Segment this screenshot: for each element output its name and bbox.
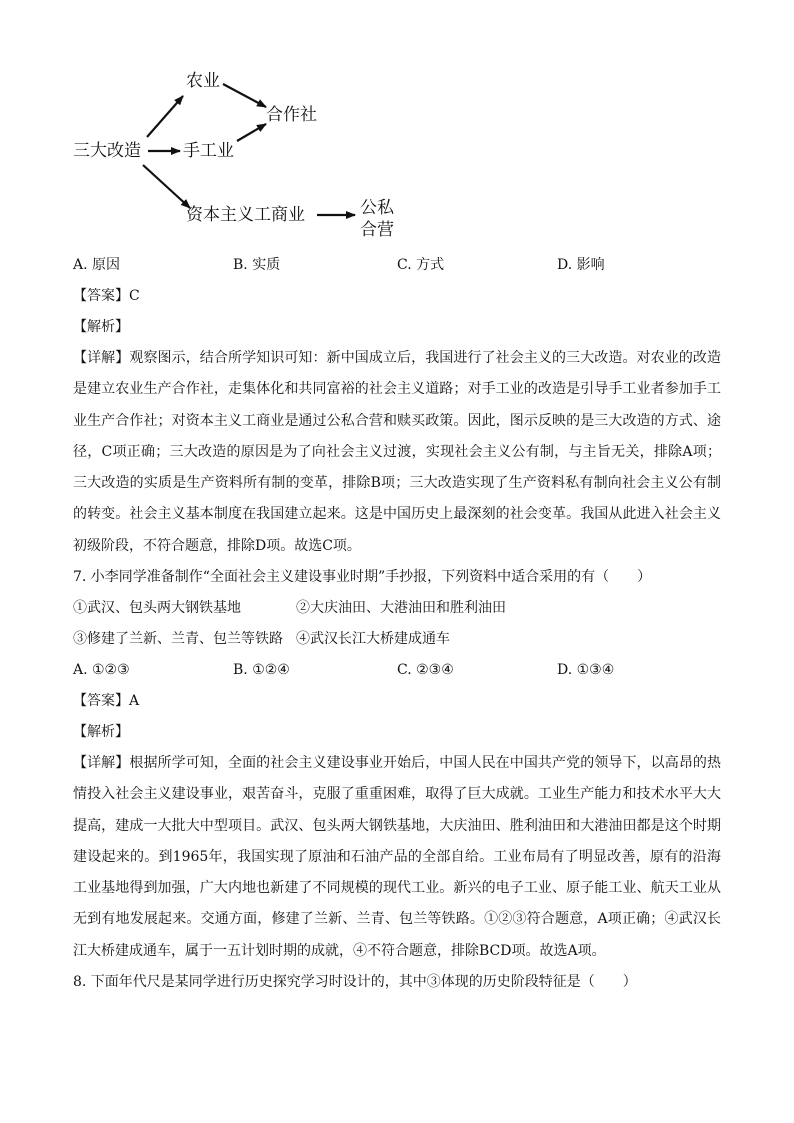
q6-analysis-tag: 【解析】 (73, 319, 129, 335)
q7-option-d: D. ①③④ (557, 662, 615, 678)
diagram-agriculture-label: 农业 (186, 71, 220, 91)
q7-detail: 【详解】根据所学可知，全面的社会主义建设事业开始后，中国人民在中国共产党的领导下，以高昂的热情投入社会主义建设事业，艰苦奋斗，克服了重重困难，取得了巨大成就。工业生产能力和技术水平大大提高，建成一大批大中型项目。武汉、包头两大钢铁基地，大庆油田、胜利油田和大港油田都是这个时期建设起来的。到1965年，我国实现了原油和石油产品的全部自给。工业布局有了明显改善，原有的沿海工业基地得到加强，广大内地也新建了不同规模的现代工业。新兴的电子工业、原子能工业、航天工业从无到有地发展起来。交通方面，修建了兰新、兰青、包兰等铁路。①②③符合题意，A项正确；④武汉长江大桥建成通车，属于一五计划时期的成就，④不符合题意，排除BCD项。故选A项。 (73, 755, 721, 959)
q7-item-2: ②大庆油田、大港油田和胜利油田 (296, 600, 506, 616)
q6-option-a: A. 原因 (73, 257, 121, 273)
arrow-to-agriculture (147, 96, 183, 137)
diagram-joint-ownership-line1: 公私 (360, 198, 394, 218)
q6-option-b: B. 实质 (233, 257, 281, 273)
q7-option-a: A. ①②③ (73, 662, 130, 678)
q7-answer: 【答案】A (73, 693, 140, 709)
arrow-to-capitalist (143, 165, 190, 208)
three-transformations-diagram (0, 0, 794, 260)
q7-stem: 7. 小李同学准备制作“全面社会主义建设事业时期”手抄报，下列资料中适合采用的有（ ） (73, 569, 652, 585)
arrow-handicraft-to-cooperative (237, 124, 266, 141)
q7-item-1: ①武汉、包头两大钢铁基地 (73, 600, 241, 616)
arrow-agriculture-to-cooperative (223, 84, 266, 107)
q7-analysis-tag: 【解析】 (73, 724, 129, 740)
q8-stem: 8. 下面年代尺是某同学进行历史探究学习时设计的，其中③体现的历史阶段特征是（ ） (73, 974, 637, 990)
q6-detail: 【详解】观察图示，结合所学知识可知：新中国成立后，我国进行了社会主义的三大改造。对农业的改造是建立农业生产合作社，走集体化和共同富裕的社会主义道路；对手工业的改造是引导手工业者参加手工业生产合作社；对资本主义工商业是通过公私合营和赎买政策。因此，图示反映的是三大改造的方式、途径，C项正确；三大改造的原因是为了向社会主义过渡，实现社会主义公有制，与主旨无关，排除A项；三大改造的实质是生产资料所有制的变革，排除B项；三大改造实现了生产资料私有制向社会主义公有制的转变。社会主义基本制度在我国建立起来。这是中国历史上最深刻的社会变革。我国从此进入社会主义初级阶段，不符合题意，排除D项。故选C项。 (73, 350, 721, 554)
q6-option-d: D. 影响 (557, 257, 605, 273)
q7-option-c: C. ②③④ (397, 662, 454, 678)
q7-item-4: ④武汉长江大桥建成通车 (296, 631, 450, 647)
diagram-root-label: 三大改造 (73, 141, 141, 161)
q6-option-c: C. 方式 (397, 257, 445, 273)
q6-answer: 【答案】C (73, 288, 140, 304)
q7-item-3: ③修建了兰新、兰青、包兰等铁路 (73, 631, 283, 647)
diagram-capitalist-label: 资本主义工商业 (186, 205, 305, 225)
diagram-cooperative-label: 合作社 (266, 105, 317, 125)
diagram-handicraft-label: 手工业 (183, 141, 234, 161)
diagram-joint-ownership-line2: 合营 (360, 220, 394, 240)
q7-option-b: B. ①②④ (233, 662, 290, 678)
